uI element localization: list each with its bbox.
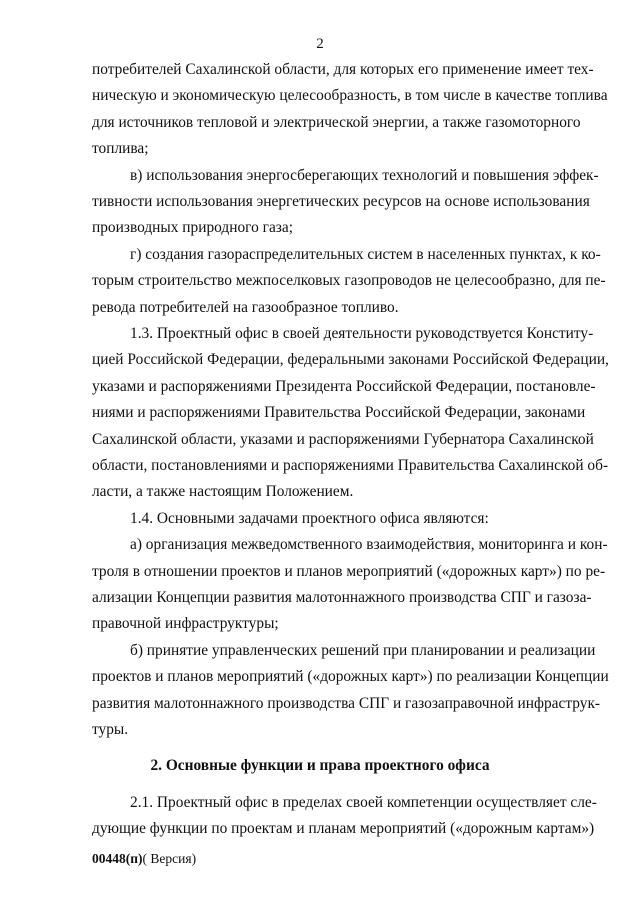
text-line: туры. [92,721,129,738]
text-line: торым строительство межпоселковых газопроводов не целесообразно, для пе- [92,272,606,290]
text-line: области, постановлениями и распоряжениями Правительства Сахалинской об- [92,457,609,474]
text-line: ласти, а также настоящим Положением. [92,483,354,501]
text-line: проектов и планов мероприятий («дорожных карт») по реализации Концепции [92,668,609,686]
text-line: в) использования энергосберегающих технологий и повышения эффек- [130,166,599,184]
text-line: 1.3. Проектный офис в своей деятельности руководствуется Конститу- [130,325,594,342]
text-line: для источников тепловой и электрической энергии, а также газомоторного [92,113,581,131]
section-heading: 2. Основные функции и права проектного офиса [150,757,490,775]
text-line: топлива; [92,140,149,158]
text-line: указами и распоряжениями Президента Российской Федерации, постановле- [92,377,596,395]
text-line: ниями и распоряжениями Правительства Российской Федерации, законами [92,404,586,422]
text-line: цией Российской Федерации, федеральными законами Российской Федерации, [92,351,609,369]
text-line: Сахалинской области, указами и распоряжениями Губернатора Сахалинской [92,430,594,448]
text-line: ническую и экономическую целесообразность, в том числе в качестве топлива [92,87,608,105]
text-line: троля в отношении проектов и планов мероприятий («дорожных карт») по ре- [92,562,606,580]
text-line: тивности использования энергетических ресурсов на основе использования [92,193,590,210]
text-line: развития малотоннажного производства СПГ и газозаправочной инфраструк- [92,694,601,712]
text-line: б) принятие управленческих решений при планировании и реализации [130,641,596,659]
text-line: а) организация межведомственного взаимодействия, мониторинга и кон- [130,536,608,554]
text-line: 2.1. Проектный офис в пределах своей компетенции осуществляет сле- [130,793,597,811]
text-line: г) создания газораспределительных систем в населенных пунктах, к ко- [130,245,601,263]
document-footer [92,851,196,867]
text-line: дующие функции по проектам и планам мероприятий («дорожным картам») [92,820,595,838]
text-line: ализации Концепции развития малотоннажного производства СПГ и газоза- [92,589,592,606]
text-line: ревода потребителей на газообразное топливо. [92,298,399,316]
text-line: правочной инфраструктуры; [92,615,279,633]
footer-code: 00448(п) [92,850,143,866]
footer-version: ( Версия) [142,850,197,866]
text-line: производных природного газа; [92,219,293,237]
text-line: потребителей Сахалинской области, для которых его применение имеет тех- [92,61,594,78]
text-line: 1.4. Основными задачами проектного офиса являются: [130,509,489,527]
page-number: 2 [316,36,324,52]
